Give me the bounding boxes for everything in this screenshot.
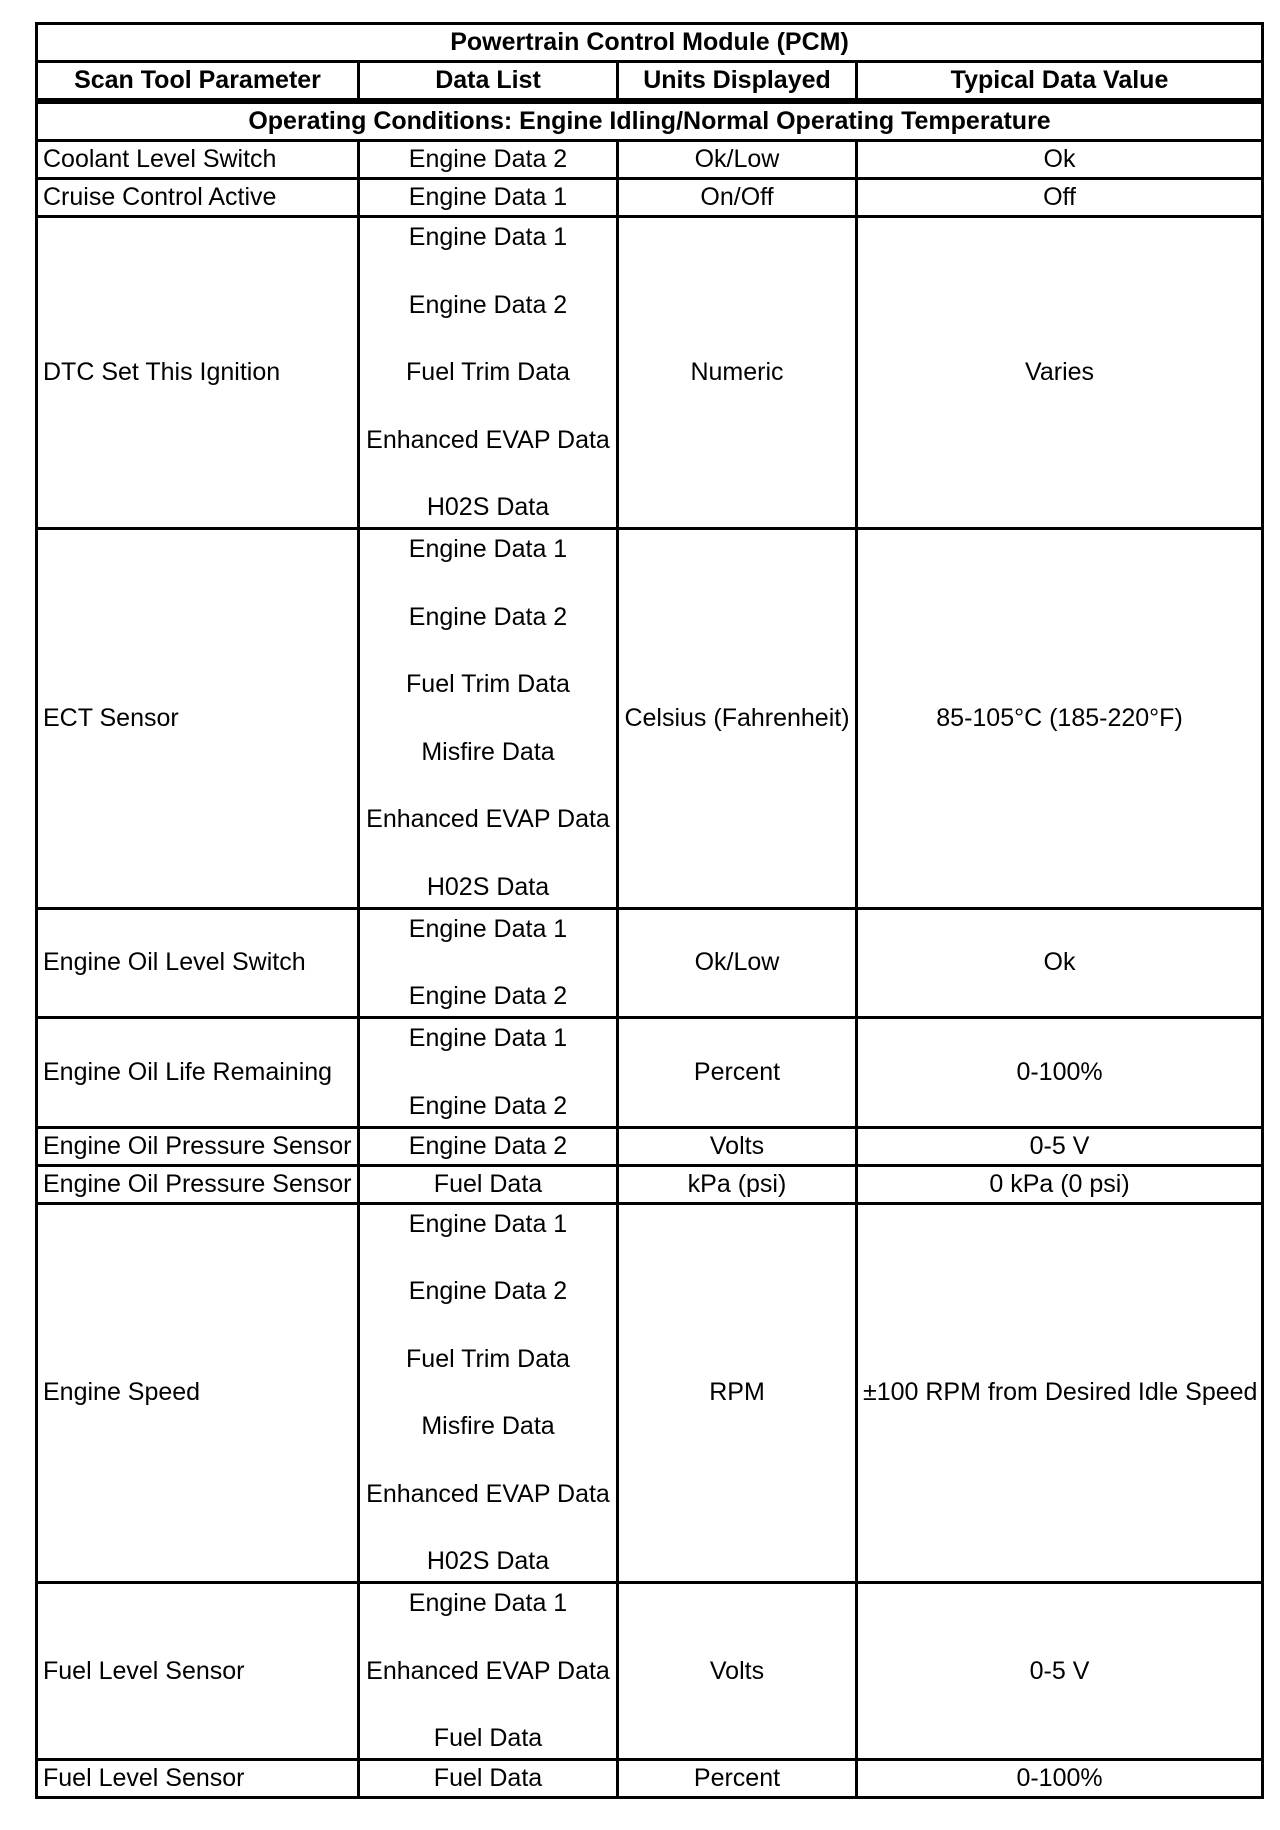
data-list-item: H02S Data bbox=[426, 493, 550, 521]
scan-tool-parameter-cell: Engine Speed bbox=[37, 1203, 359, 1583]
typical-data-value-cell: 85-105°C (185-220°F) bbox=[857, 529, 1263, 909]
table-row bbox=[37, 908, 1263, 1018]
units-displayed-cell: Celsius (Fahrenheit) bbox=[618, 529, 857, 909]
data-list-item: H02S Data bbox=[426, 1547, 550, 1575]
data-list-item: Enhanced EVAP Data bbox=[366, 1656, 610, 1685]
units-displayed-cell: Ok/Low bbox=[618, 141, 857, 179]
table-row bbox=[37, 1203, 1263, 1583]
pcm-table-body bbox=[37, 24, 1263, 1798]
typical-data-value-cell: 0-5 V bbox=[857, 1583, 1263, 1760]
table-row bbox=[37, 1583, 1263, 1760]
scan-tool-parameter-cell: Fuel Level Sensor bbox=[37, 1760, 359, 1798]
data-list-cell bbox=[359, 1583, 618, 1760]
table-row bbox=[37, 1127, 1263, 1165]
data-list-item: Engine Data 2 bbox=[408, 290, 568, 319]
scan-tool-parameter-cell: Engine Oil Life Remaining bbox=[37, 1018, 359, 1128]
header-data-list: Data List bbox=[359, 62, 618, 102]
units-displayed-cell: Numeric bbox=[618, 217, 857, 529]
data-list-item: Enhanced EVAP Data bbox=[366, 1479, 610, 1508]
typical-data-value-cell: Ok bbox=[857, 141, 1263, 179]
table-row bbox=[37, 1165, 1263, 1203]
scan-tool-parameter-cell: Fuel Level Sensor bbox=[37, 1583, 359, 1760]
data-list-cell: Engine Data 1 bbox=[359, 179, 618, 217]
data-list-item: Engine Data 1 bbox=[408, 1209, 568, 1238]
scan-tool-parameter-cell: Cruise Control Active bbox=[37, 179, 359, 217]
header-scan-tool-parameter: Scan Tool Parameter bbox=[37, 62, 359, 102]
scan-tool-parameter-cell: DTC Set This Ignition bbox=[37, 217, 359, 529]
table-title: Powertrain Control Module (PCM) bbox=[37, 24, 1263, 62]
units-displayed-cell: Percent bbox=[618, 1760, 857, 1798]
units-displayed-cell: kPa (psi) bbox=[618, 1165, 857, 1203]
typical-data-value-cell: 0-5 V bbox=[857, 1127, 1263, 1165]
typical-data-value-cell: 0 kPa (0 psi) bbox=[857, 1165, 1263, 1203]
data-list-item: Engine Data 1 bbox=[408, 1024, 568, 1052]
table-title-row bbox=[37, 24, 1263, 62]
data-list-item: Enhanced EVAP Data bbox=[366, 805, 610, 833]
typical-data-value-cell: ±100 RPM from Desired Idle Speed bbox=[857, 1203, 1263, 1583]
typical-data-value-cell: Varies bbox=[857, 217, 1263, 529]
header-typical-data-value: Typical Data Value bbox=[857, 62, 1263, 102]
scan-tool-parameter-cell: Coolant Level Switch bbox=[37, 141, 359, 179]
data-list-item: Engine Data 2 bbox=[408, 1277, 568, 1305]
units-displayed-cell: RPM bbox=[618, 1203, 857, 1583]
data-list-item: Engine Data 1 bbox=[408, 914, 568, 943]
data-list-cell bbox=[359, 529, 618, 909]
data-list-cell: Fuel Data bbox=[359, 1165, 618, 1203]
data-list-cell: Engine Data 2 bbox=[359, 1127, 618, 1165]
data-list-cell: Engine Data 2 bbox=[359, 141, 618, 179]
typical-data-value-cell: 0-100% bbox=[857, 1018, 1263, 1128]
data-list-cell bbox=[359, 217, 618, 529]
units-displayed-cell: Ok/Low bbox=[618, 908, 857, 1018]
table-row bbox=[37, 179, 1263, 217]
data-list-item: Engine Data 2 bbox=[408, 982, 568, 1010]
units-displayed-cell: Volts bbox=[618, 1127, 857, 1165]
section-header-row bbox=[37, 101, 1263, 141]
column-header-row bbox=[37, 62, 1263, 102]
scan-tool-parameter-cell: Engine Oil Pressure Sensor bbox=[37, 1165, 359, 1203]
table-row bbox=[37, 141, 1263, 179]
operating-conditions-label: Operating Conditions: Engine Idling/Normal Operating Temperature bbox=[37, 101, 1263, 141]
data-list-item: Fuel Trim Data bbox=[406, 358, 570, 386]
data-list-item: Engine Data 2 bbox=[408, 602, 568, 631]
data-list-cell bbox=[359, 908, 618, 1018]
data-list-item: Engine Data 2 bbox=[408, 1091, 568, 1120]
data-list-item: Fuel Trim Data bbox=[406, 670, 570, 698]
typical-data-value-cell: 0-100% bbox=[857, 1760, 1263, 1798]
units-displayed-cell: Volts bbox=[618, 1583, 857, 1760]
scan-tool-parameter-cell: ECT Sensor bbox=[37, 529, 359, 909]
data-list-item: Engine Data 1 bbox=[408, 223, 568, 251]
units-displayed-cell: Percent bbox=[618, 1018, 857, 1128]
scan-tool-parameter-cell: Engine Oil Level Switch bbox=[37, 908, 359, 1018]
table-row bbox=[37, 217, 1263, 529]
data-list-item: Misfire Data bbox=[421, 1412, 555, 1440]
scan-tool-parameter-cell: Engine Oil Pressure Sensor bbox=[37, 1127, 359, 1165]
data-list-item: Engine Data 1 bbox=[408, 1589, 568, 1617]
units-displayed-cell: On/Off bbox=[618, 179, 857, 217]
header-units-displayed: Units Displayed bbox=[618, 62, 857, 102]
table-row bbox=[37, 1760, 1263, 1798]
table-row bbox=[37, 1018, 1263, 1128]
data-list-item: Fuel Data bbox=[433, 1724, 543, 1752]
pcm-data-table bbox=[35, 22, 1264, 1799]
data-list-item: H02S Data bbox=[426, 872, 550, 901]
data-list-item: Engine Data 1 bbox=[408, 535, 568, 563]
data-list-item: Fuel Trim Data bbox=[406, 1344, 570, 1373]
data-list-cell bbox=[359, 1203, 618, 1583]
typical-data-value-cell: Ok bbox=[857, 908, 1263, 1018]
data-list-item: Misfire Data bbox=[421, 737, 555, 766]
table-row bbox=[37, 529, 1263, 909]
data-list-cell: Fuel Data bbox=[359, 1760, 618, 1798]
data-list-item: Enhanced EVAP Data bbox=[366, 425, 610, 454]
data-list-cell bbox=[359, 1018, 618, 1128]
typical-data-value-cell: Off bbox=[857, 179, 1263, 217]
